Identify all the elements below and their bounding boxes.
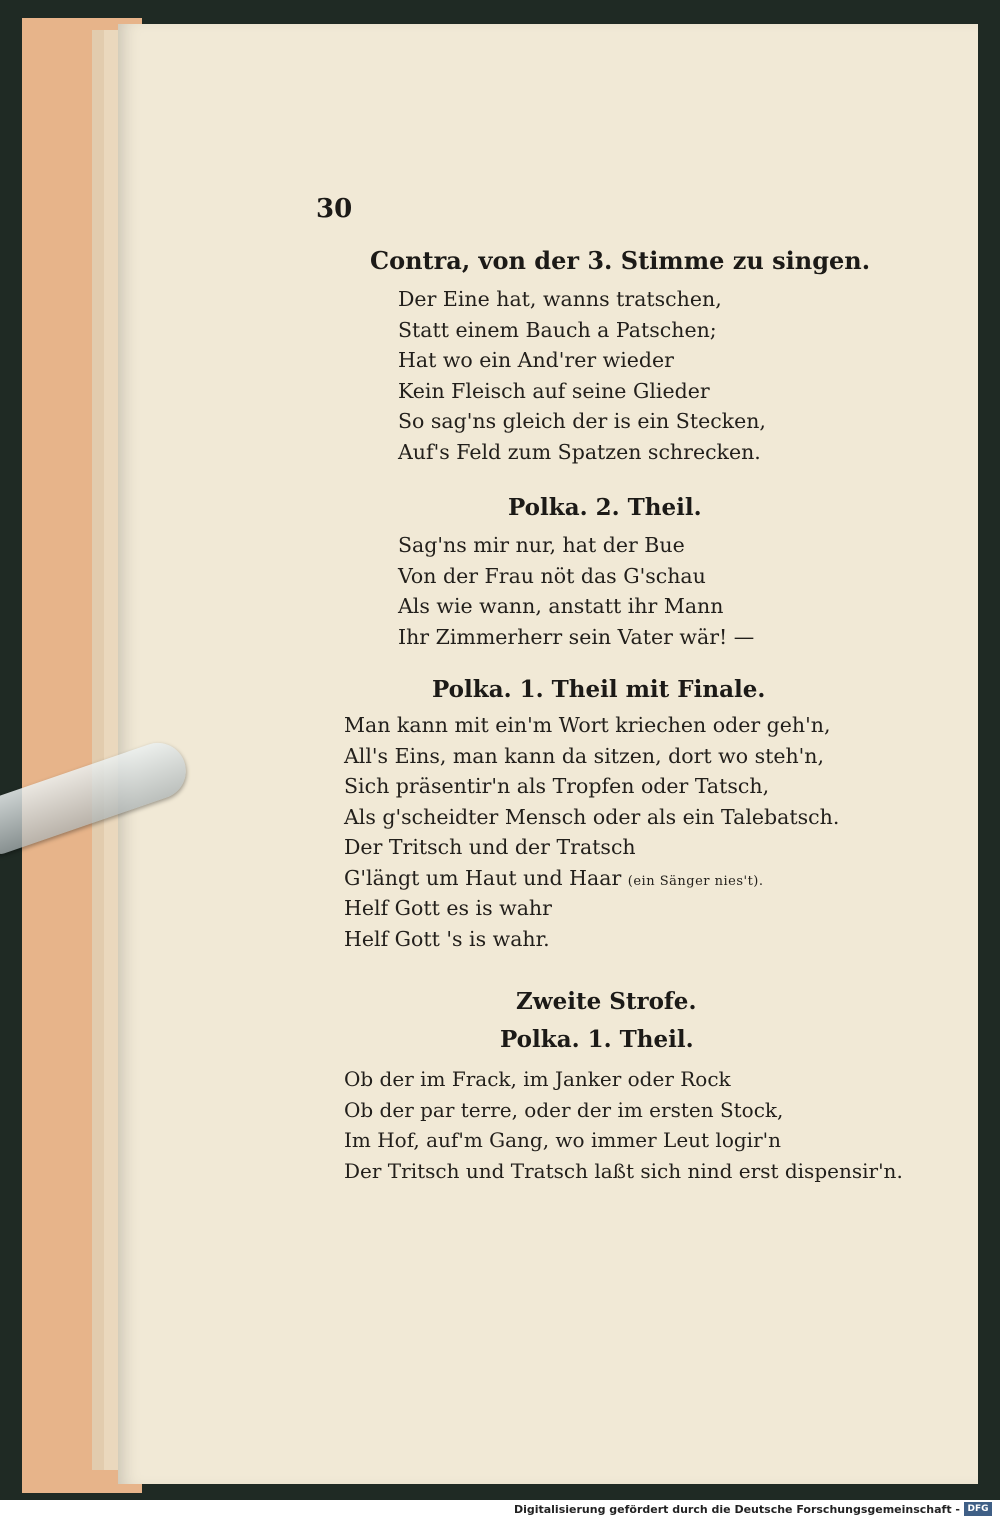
page-number: 30 [316,194,353,224]
verse-line: Ihr Zimmerherr sein Vater wär! — [398,624,755,649]
verse-line [344,863,839,894]
verse-line: Der Eine hat, wanns tratschen, [398,287,722,311]
dfg-logo: DFG [964,1502,992,1516]
verse-line: So sag'ns gleich der is ein Stecken, [398,409,766,433]
verse-line: All's Eins, man kann da sitzen, dort wo steh'n, [344,743,825,768]
section-heading: Contra, von der 3. Stimme zu singen. [370,246,871,275]
verse-text: G'längt um Haut und Haar [344,865,622,890]
page-edge [104,30,118,1470]
verse-line: Als g'scheidter Mensch oder als ein Talebatsch. [344,804,840,829]
verse-block [398,284,766,467]
section-heading: Polka. 1. Theil mit Finale. [432,676,766,703]
section-heading: Zweite Strofe. [516,988,697,1015]
section-subheading: Polka. 1. Theil. [500,1026,694,1053]
verse-line: Der Tritsch und Tratsch laßt sich nind erst dispensir'n. [344,1158,903,1183]
verse-line: Auf's Feld zum Spatzen schrecken. [398,439,761,464]
verse-block [398,530,754,652]
verse-line: Der Tritsch und der Tratsch [344,835,636,859]
verse-block [344,710,839,954]
section-heading: Polka. 2. Theil. [508,494,702,521]
page-edge [92,30,104,1470]
verse-line: Sag'ns mir nur, hat der Bue [398,533,685,557]
stage-direction: (ein Sänger nies't). [627,873,764,889]
verse-line: Ob der par terre, oder der im ersten Stock, [344,1097,784,1122]
verse-line: Statt einem Bauch a Patschen; [398,317,717,342]
verse-line: Helf Gott 's is wahr. [344,926,550,951]
footer-bar [0,1500,1000,1522]
verse-line: Im Hof, auf'm Gang, wo immer Leut logir'n [344,1128,782,1152]
funding-notice: Digitalisierung gefördert durch die Deutsche Forschungsgemeinschaft - [513,1503,960,1516]
verse-line: Helf Gott es is wahr [344,896,552,920]
verse-line: Hat wo ein And'rer wieder [398,348,674,372]
verse-line: Sich präsentir'n als Tropfen oder Tatsch, [344,774,770,798]
verse-line: Von der Frau nöt das G'schau [398,563,706,588]
verse-line: Ob der im Frack, im Janker oder Rock [344,1067,731,1091]
verse-line: Kein Fleisch auf seine Glieder [398,378,710,403]
verse-block [344,1064,903,1186]
verse-line: Man kann mit ein'm Wort kriechen oder geh'n, [344,713,831,737]
verse-line: Als wie wann, anstatt ihr Mann [398,594,724,618]
